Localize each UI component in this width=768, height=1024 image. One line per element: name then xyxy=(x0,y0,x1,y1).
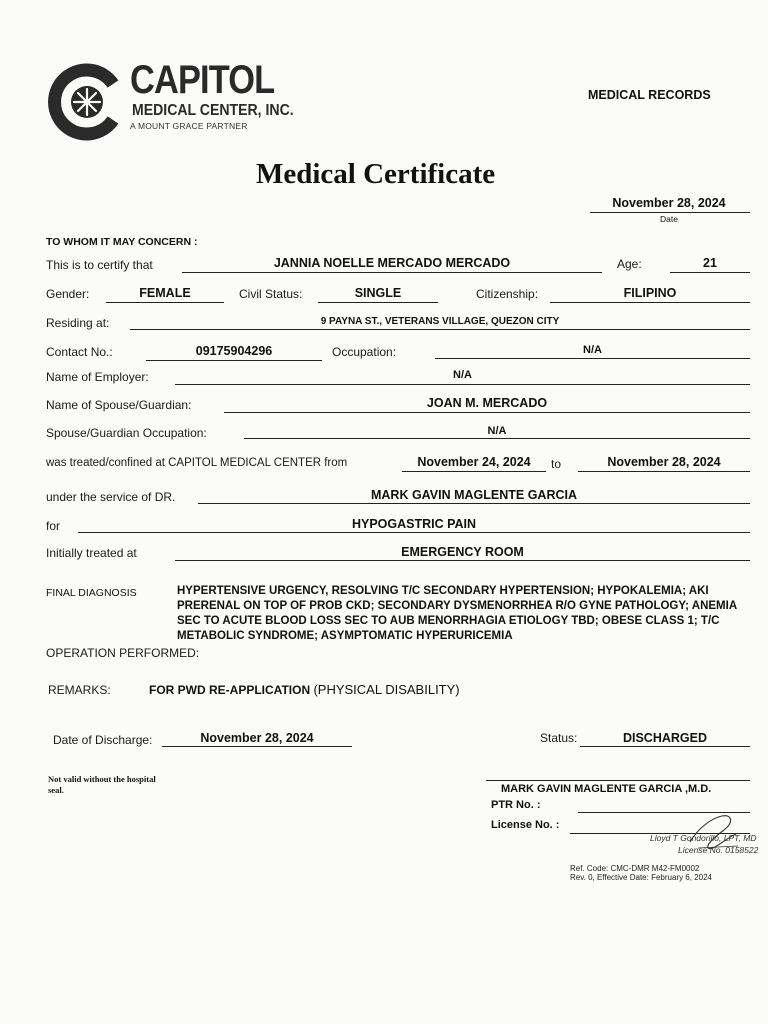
occupation-label: Occupation: xyxy=(332,345,397,359)
initial-place: EMERGENCY ROOM xyxy=(401,545,524,559)
patient-age: 21 xyxy=(703,256,717,270)
employer-label: Name of Employer: xyxy=(46,370,149,384)
brand-partner: A MOUNT GRACE PARTNER xyxy=(130,121,248,131)
ptr-label: PTR No. : xyxy=(491,799,541,811)
gender-label: Gender: xyxy=(46,287,90,301)
treated-from-date: November 24, 2024 xyxy=(417,455,531,469)
for-label: for xyxy=(46,519,61,533)
remarks-value xyxy=(149,682,460,697)
capitol-logo-icon xyxy=(47,62,127,142)
seal-note-line2: seal. xyxy=(48,785,64,795)
certify-label: This is to certify that xyxy=(46,258,153,272)
treated-to-label: to xyxy=(551,457,562,471)
certificate-date: November 28, 2024 xyxy=(612,196,726,210)
age-label: Age: xyxy=(617,257,642,271)
seal-note-line1: Not valid without the hospital xyxy=(48,774,156,784)
revision-info: Rev. 0, Effective Date: February 6, 2024 xyxy=(570,873,712,882)
salutation: TO WHOM IT MAY CONCERN : xyxy=(46,236,198,248)
civil-status-label: Civil Status: xyxy=(239,287,303,301)
page-title: Medical Certificate xyxy=(256,158,496,190)
guardian-label: Name of Spouse/Guardian: xyxy=(46,398,192,412)
patient-contact: 09175904296 xyxy=(195,344,273,358)
patient-gender: FEMALE xyxy=(139,286,191,300)
department-label: MEDICAL RECORDS xyxy=(588,88,711,102)
guardian-name: JOAN M. MERCADO xyxy=(426,396,548,410)
final-diagnosis: HYPERTENSIVE URGENCY, RESOLVING T/C SECONDARY HYPERTENSION; HYPOKALEMIA; AKI PRERENAL ON TOP OF PROB CKD; SECONDARY DYSMENORRHEA R/O GYNE PATHOLOGY; ANEMIA SEC TO ACUTE BLOOD LOSS SEC TO AUB MENORRHAGIA ETIOLOGY TBD; OBESE CLASS 1; T/C METABOLIC SYNDROME; ASYMPTOMATIC HYPERURICEMIA xyxy=(177,585,737,642)
patient-employer: N/A xyxy=(453,369,472,381)
treated-to-date: November 28, 2024 xyxy=(607,455,721,469)
physician-name: MARK GAVIN MAGLENTE GARCIA ,M.D. xyxy=(501,783,712,795)
signer-license: License No. 0158522 xyxy=(678,845,759,855)
signer-name: Lloyd T Gondorillo, LPT, MD xyxy=(650,833,757,843)
contact-label: Contact No.: xyxy=(46,345,113,359)
date-caption: Date xyxy=(660,214,678,224)
status-label: Status: xyxy=(540,731,578,745)
guardian-occupation-label: Spouse/Guardian Occupation: xyxy=(46,426,207,440)
reference-code: Ref. Code: CMC-DMR M42-FM0002 xyxy=(570,864,700,873)
citizenship-label: Citizenship: xyxy=(476,287,539,301)
patient-occupation: N/A xyxy=(583,344,602,356)
attending-doctor: MARK GAVIN MAGLENTE GARCIA xyxy=(370,488,577,502)
treated-label: was treated/confined at CAPITOL MEDICAL CENTER from xyxy=(46,457,348,469)
discharge-date-label: Date of Discharge: xyxy=(53,733,153,747)
initial-label: Initially treated at xyxy=(46,546,137,560)
residing-label: Residing at: xyxy=(46,316,110,330)
patient-address: 9 PAYNA ST., VETERANS VILLAGE, QUEZON CITY xyxy=(320,316,560,327)
remarks-secondary: (PHYSICAL DISABILITY) xyxy=(313,682,460,697)
remarks-primary: FOR PWD RE-APPLICATION xyxy=(149,683,311,697)
patient-name: JANNIA NOELLE MERCADO MERCADO xyxy=(273,256,511,270)
brand-name: CAPITOL xyxy=(130,58,275,102)
remarks-label: REMARKS: xyxy=(48,683,111,697)
patient-citizenship: FILIPINO xyxy=(623,286,677,300)
discharge-status: DISCHARGED xyxy=(622,731,708,745)
brand-subtitle: MEDICAL CENTER, INC. xyxy=(132,102,294,119)
guardian-occupation: N/A xyxy=(487,425,507,437)
discharge-date: November 28, 2024 xyxy=(200,731,314,745)
patient-civil-status: SINGLE xyxy=(354,286,402,300)
diagnosis-label: FINAL DIAGNOSIS xyxy=(46,587,137,599)
treatment-reason: HYPOGASTRIC PAIN xyxy=(351,517,477,531)
operation-label: OPERATION PERFORMED: xyxy=(46,646,200,660)
license-label: License No. : xyxy=(491,819,560,831)
service-label: under the service of DR. xyxy=(46,490,176,504)
